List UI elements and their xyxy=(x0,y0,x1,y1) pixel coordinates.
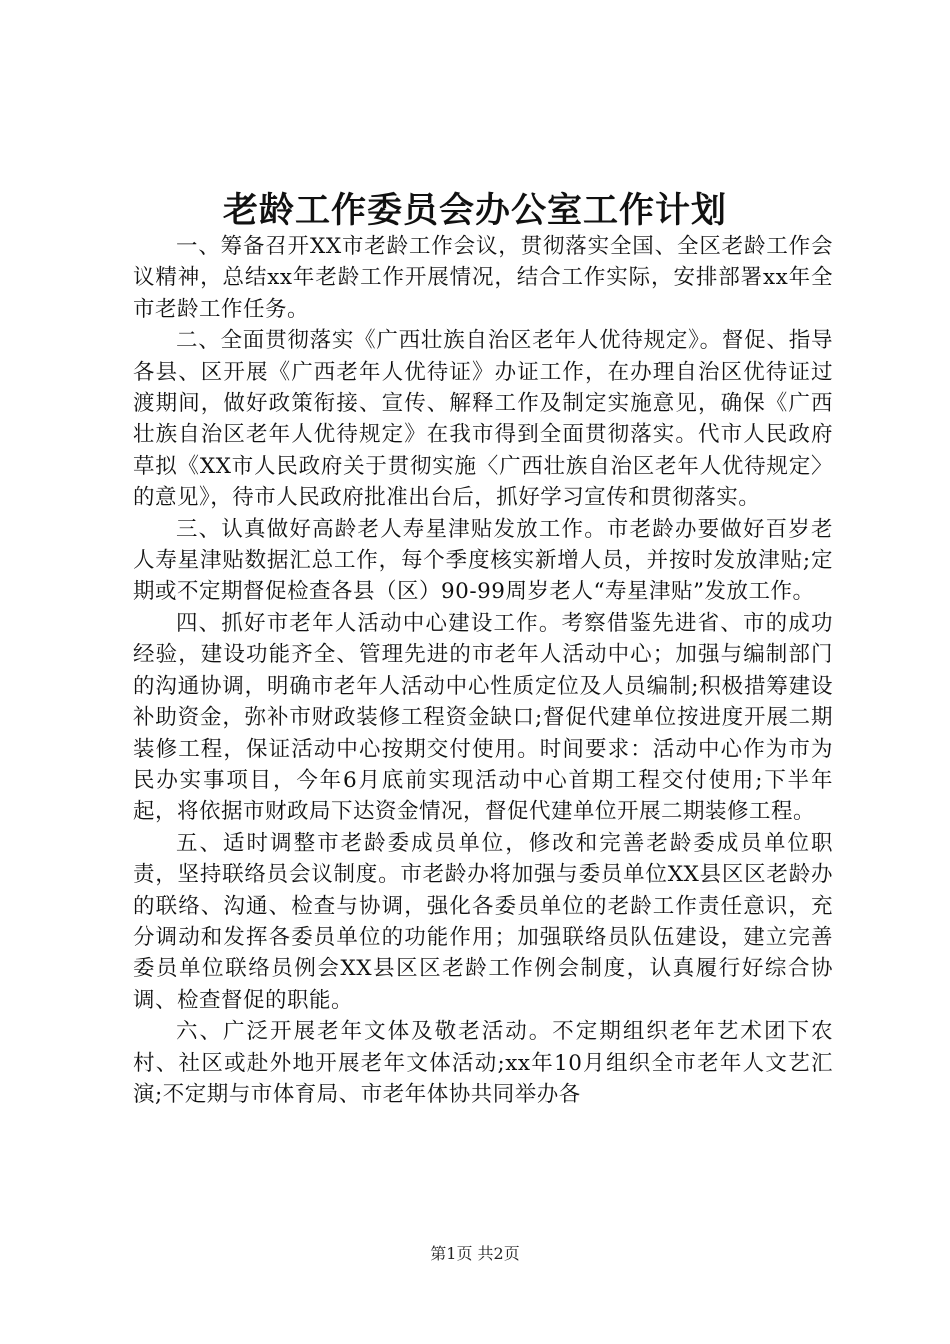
paragraph-6: 六、广泛开展老年文体及敬老活动。不定期组织老年艺术团下农村、社区或赴外地开展老年文体活动;xx年10月组织全市老年人文艺汇演;不定期与市体育局、市老年体协共同举办各 xyxy=(133,1019,833,1107)
page-number-footer: 第1页 共2页 xyxy=(430,1244,520,1263)
document-body xyxy=(133,231,833,1110)
paragraph-5: 五、适时调整市老龄委成员单位，修改和完善老龄委成员单位职责，坚持联络员会议制度。市老龄办将加强与委员单位XX县区区老龄办的联络、沟通、检查与协调，强化各委员单位的老龄工作责任意识，充分调动和发挥各委员单位的功能作用；加强联络员队伍建设，建立完善委员单位联络员例会XX县区区老龄工作例会制度，认真履行好综合协调、检查督促的职能。 xyxy=(133,830,833,1013)
paragraph-3: 三、认真做好高龄老人寿星津贴发放工作。市老龄办要做好百岁老人寿星津贴数据汇总工作，每个季度核实新增人员，并按时发放津贴;定期或不定期督促检查各县（区）90-99周岁老人“寿星津贴”发放工作。 xyxy=(133,516,833,605)
document-title: 老龄工作委员会办公室工作计划 xyxy=(222,190,727,231)
paragraph-1: 一、筹备召开XX市老龄工作会议，贯彻落实全国、全区老龄工作会议精神，总结xx年老龄工作开展情况，结合工作实际，安排部署xx年全市老龄工作任务。 xyxy=(133,234,833,322)
paragraph-4: 四、抓好市老年人活动中心建设工作。考察借鉴先进省、市的成功经验，建设功能齐全、管理先进的市老年人活动中心；加强与编制部门的沟通协调，明确市老年人活动中心性质定位及人员编制;积极措筹建设补助资金，弥补市财政装修工程资金缺口;督促代建单位按进度开展二期装修工程，保证活动中心按期交付使用。时间要求：活动中心作为市为民办实事项目，今年6月底前实现活动中心首期工程交付使用;下半年起，将依据市财政局下达资金情况，督促代建单位开展二期装修工程。 xyxy=(133,610,833,825)
paragraph-2: 二、全面贯彻落实《广西壮族自治区老年人优待规定》。督促、指导各县、区开展《广西老年人优待证》办证工作，在办理自治区优待证过渡期间，做好政策衔接、宣传、解释工作及制定实施意见，确保《广西壮族自治区老年人优待规定》在我市得到全面贯彻落实。代市人民政府草拟《XX市人民政府关于贯彻实施〈广西壮族自治区老年人优待规定〉的意见》，待市人民政府批准出台后，抓好学习宣传和贯彻落实。 xyxy=(133,328,833,511)
